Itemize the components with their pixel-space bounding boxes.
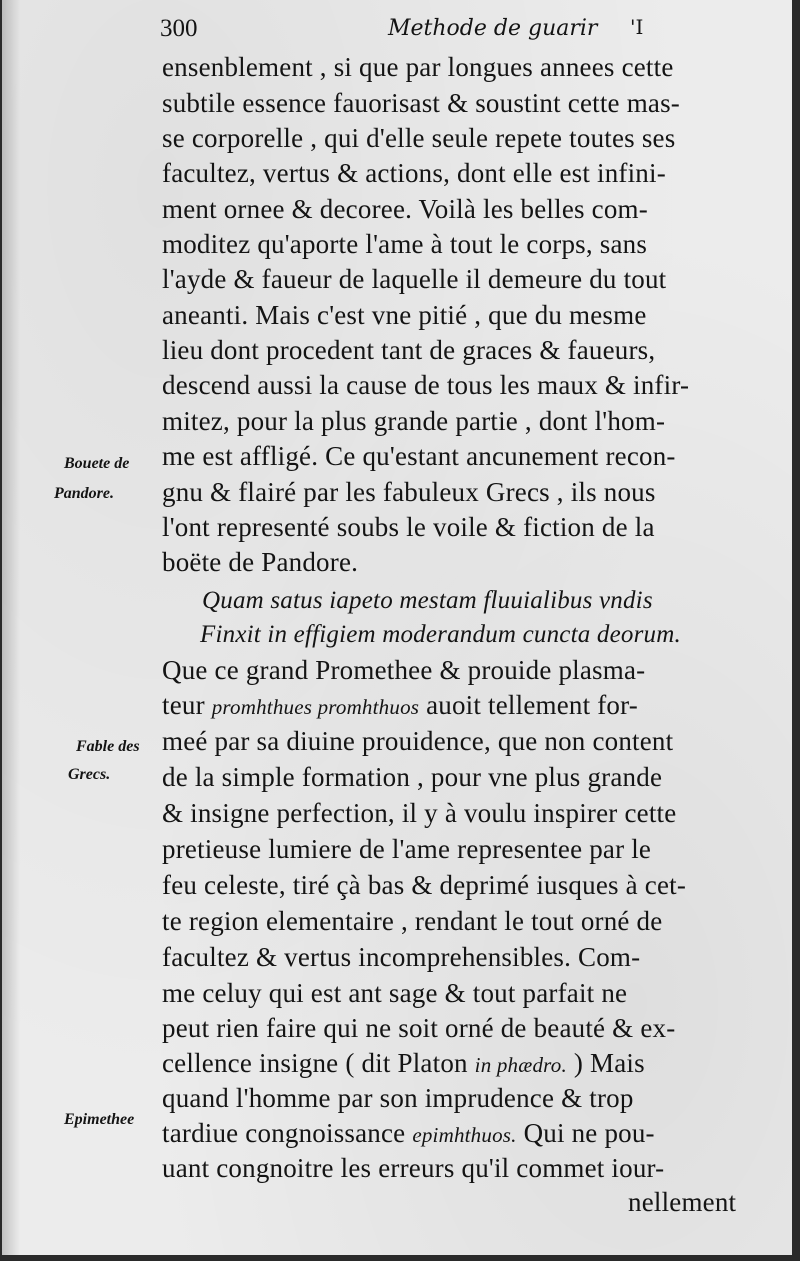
- text-line: l'ayde & faueur de laquelle il demeure du tout: [162, 264, 667, 294]
- margin-note: Grecs.: [68, 766, 111, 783]
- text-line: descend aussi la cause de tous les maux & infir-: [162, 370, 690, 400]
- text-line: aneanti. Mais c'est vne pitié , que du mesme: [162, 300, 647, 330]
- text-line: [162, 1116, 655, 1150]
- text-line: mitez, pour la plus grande partie , dont l'hom-: [162, 406, 666, 436]
- header-mark: 'I: [630, 15, 644, 39]
- text-line: quand l'homme par son imprudence & trop: [162, 1083, 634, 1113]
- text-fragment: tardiue congnoissance: [162, 1118, 406, 1148]
- citation: in phædro.: [474, 1053, 567, 1077]
- text-line: moditez qu'aporte l'ame à tout le corps, sans: [162, 229, 648, 259]
- text-line: uant congnoitre les erreurs qu'il commet iour-: [162, 1153, 665, 1183]
- text-line: pretieuse lumiere de l'ame representee par le: [162, 834, 652, 864]
- text-line: ment ornee & decoree. Voilà les belles com-: [162, 194, 648, 224]
- margin-note: Bouete de: [64, 455, 130, 472]
- text-line: de la simple formation , pour vne plus grande: [162, 762, 663, 792]
- text-line: subtile essence fauorisast & soustint cette mas-: [162, 88, 680, 118]
- text-fragment: ) Mais: [573, 1048, 645, 1078]
- text-fragment: teur: [162, 690, 205, 720]
- text-line: [162, 688, 638, 722]
- text-line: facultez, vertus & actions, dont elle est infini-: [162, 158, 666, 188]
- text-line: & insigne perfection, il y à voulu inspirer cette: [162, 798, 677, 828]
- text-line: facultez & vertus incomprehensibles. Com-: [162, 942, 641, 972]
- text-line: me celuy qui est ant sage & tout parfait ne: [162, 978, 628, 1008]
- text-line: feu celeste, tiré çà bas & deprimé iusques à cet-: [162, 870, 687, 900]
- text-line: me est affligé. Ce qu'estant ancunement recon-: [162, 441, 676, 471]
- text-line: [162, 1046, 645, 1080]
- verse-line: Finxit in effigiem moderandum cuncta deorum.: [200, 621, 681, 648]
- book-page: [2, 0, 792, 1255]
- text-line: meé par sa diuine prouidence, que non content: [162, 726, 674, 756]
- margin-note: Fable des: [76, 738, 140, 755]
- verse-line: Quam satus iapeto mestam fluuialibus vndis: [202, 587, 653, 614]
- greek-term: epimhthuos.: [412, 1123, 517, 1147]
- text-line: se corporelle , qui d'elle seule repete toutes ses: [162, 123, 676, 153]
- greek-term: promhthues promhthuos: [211, 695, 420, 719]
- text-line: te region elementaire , rendant le tout orné de: [162, 906, 663, 936]
- text-fragment: auoit tellement for-: [426, 690, 638, 720]
- text-line: l'ont representé soubs le voile & fiction de la: [162, 512, 655, 542]
- text-line: peut rien faire qui ne soit orné de beauté & ex-: [162, 1013, 676, 1043]
- text-fragment: cellence insigne ( dit Platon: [162, 1048, 468, 1078]
- margin-note: Pandore.: [54, 485, 114, 502]
- page-number: 300: [160, 15, 198, 42]
- text-line: ensenblement , si que par longues annees cette: [162, 52, 674, 82]
- catchword: nellement: [628, 1187, 737, 1217]
- running-head: Methode de guarir: [388, 16, 598, 41]
- text-line: Que ce grand Promethee & prouide plasma-: [162, 655, 646, 685]
- text-line: boëte de Pandore.: [162, 547, 359, 577]
- page-header: [160, 14, 660, 44]
- text-line: lieu dont procedent tant de graces & faueurs,: [162, 335, 656, 365]
- margin-note: Epimethee: [64, 1111, 135, 1128]
- text-line: gnu & flairé par les fabuleux Grecs , ils nous: [162, 477, 656, 507]
- text-fragment: Qui ne pou-: [523, 1118, 655, 1148]
